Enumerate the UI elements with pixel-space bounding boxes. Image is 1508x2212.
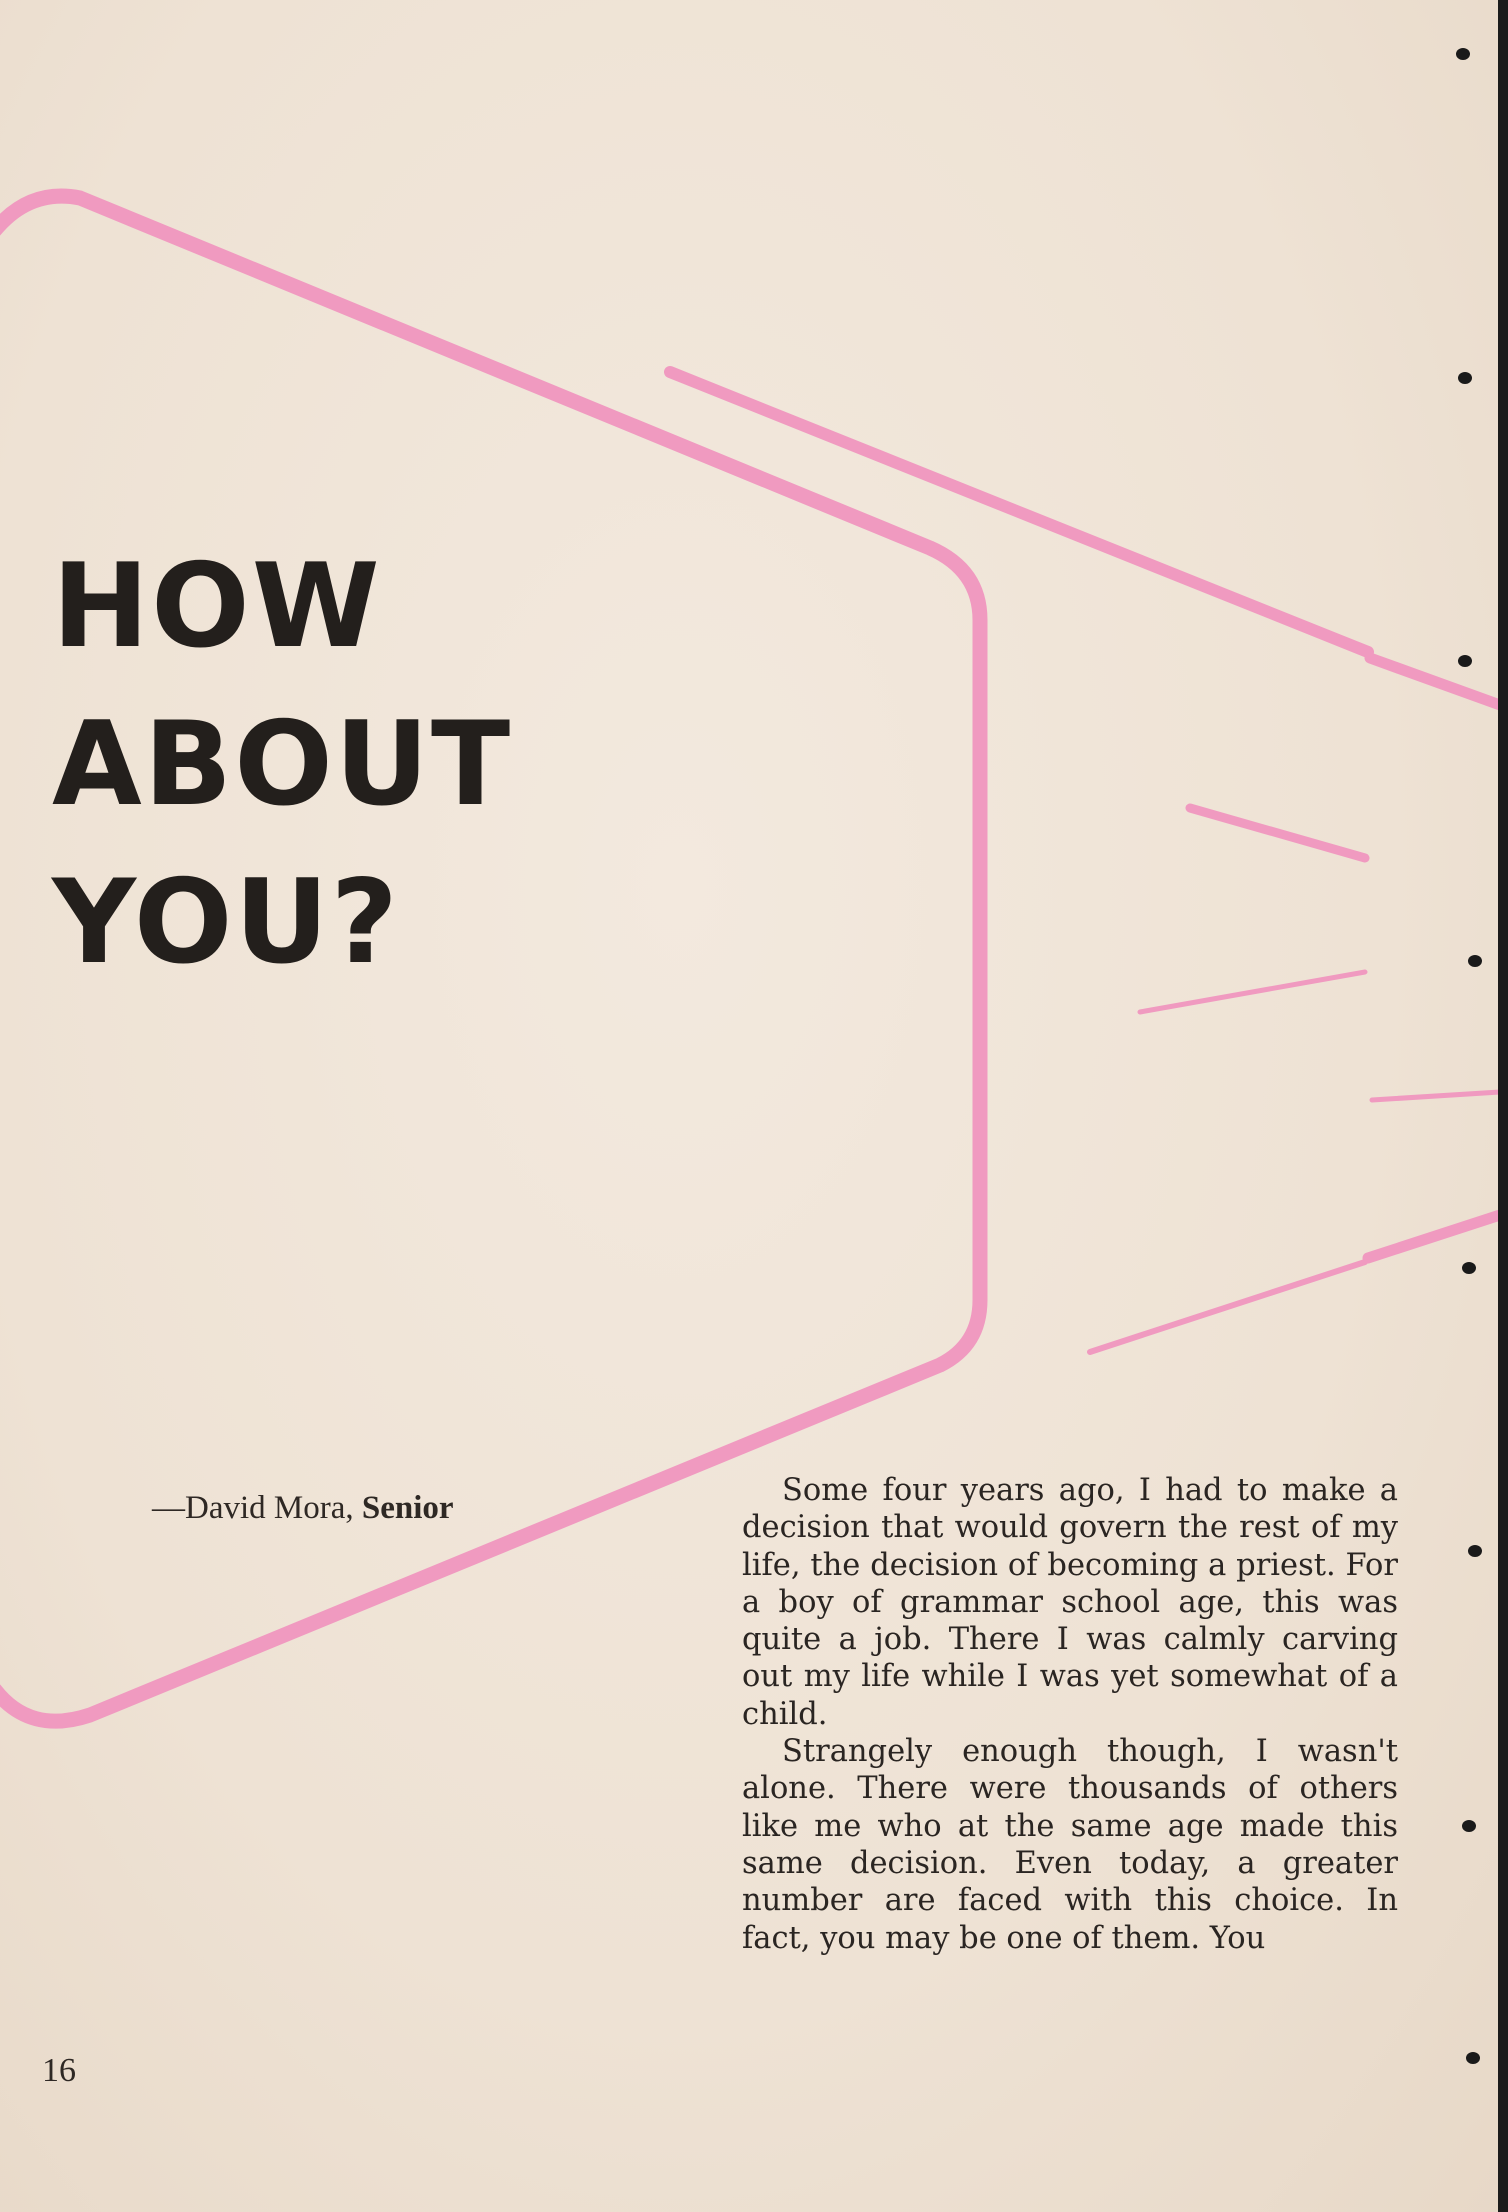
binding-hole <box>1456 48 1470 60</box>
binding-hole <box>1468 955 1482 967</box>
binding-hole <box>1458 372 1472 384</box>
article-paragraph-2: Strangely enough though, I wasn't alone. There were thousands of others like me who at the same age made this same decision. Even today, a greater number are faced with this choice. In fact, you may be one of them. You <box>742 1734 1398 1956</box>
title-line-you: YOU? <box>52 855 400 990</box>
binding-hole <box>1466 2052 1480 2064</box>
article-body <box>742 1472 1398 1957</box>
binding-hole <box>1458 655 1472 667</box>
title-line-how: HOW <box>52 539 382 674</box>
binding-hole <box>1468 1545 1482 1557</box>
author-byline <box>152 1490 454 1527</box>
author-class-year: Senior <box>361 1490 454 1526</box>
binding-hole <box>1462 1820 1476 1832</box>
title-line-about: ABOUT <box>52 697 513 832</box>
article-title <box>52 528 512 1002</box>
binding-hole <box>1462 1262 1476 1274</box>
author-name: —David Mora, <box>152 1490 354 1526</box>
page-number: 16 <box>42 2052 76 2089</box>
article-paragraph-1: Some four years ago, I had to make a decision that would govern the rest of my life, the decision of becoming a priest. For a boy of grammar school age, this was quite a job. There I was calmly carving out my life while I was yet somewhat of a child. <box>742 1473 1398 1732</box>
binding-edge <box>1498 0 1508 2212</box>
